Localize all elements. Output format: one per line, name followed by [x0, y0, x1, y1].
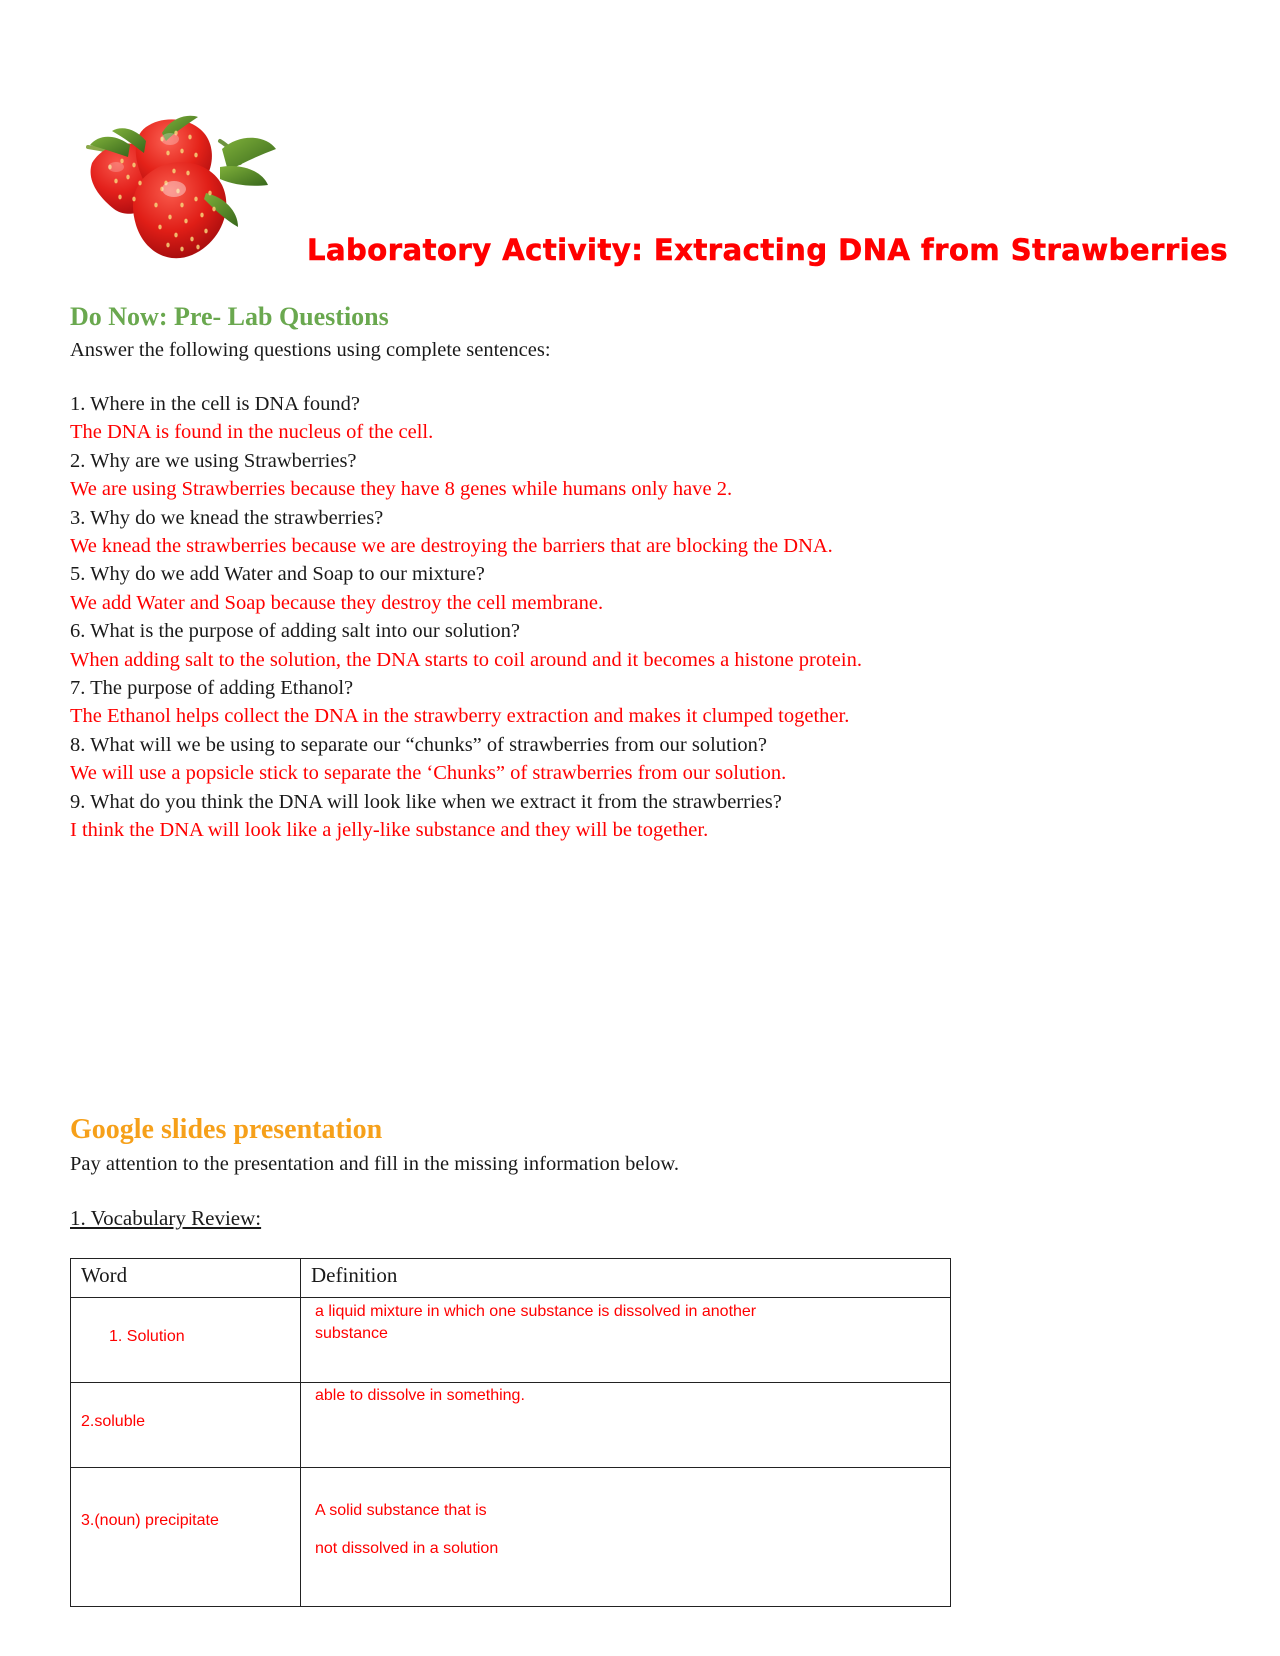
definition-line: able to dissolve in something. [315, 1387, 525, 1404]
page-title: Laboratory Activity: Extracting DNA from Strawberries [307, 233, 1229, 267]
slides-instruction: Pay attention to the presentation and fill in the missing information below. [70, 1153, 680, 1175]
answer-text: The Ethanol helps collect the DNA in the strawberry extraction and makes it clumped together. [70, 705, 850, 728]
cell-definition [301, 1298, 951, 1383]
column-header-definition: Definition [301, 1259, 951, 1298]
cell-word: 2.soluble [71, 1383, 301, 1468]
answer-text: We add Water and Soap because they destroy the cell membrane. [70, 591, 604, 614]
cell-definition [301, 1383, 951, 1468]
table-header-row [71, 1259, 951, 1298]
table-row [71, 1468, 951, 1607]
cell-word: 1. Solution [71, 1298, 301, 1383]
answer-text: We knead the strawberries because we are destroying the barriers that are blocking the DNA. [70, 535, 833, 558]
question-text: 1. Where in the cell is DNA found? [70, 393, 360, 415]
answer-text: We are using Strawberries because they have 8 genes while humans only have 2. [70, 478, 733, 501]
answer-text: I think the DNA will look like a jelly-like substance and they will be together. [70, 819, 709, 842]
prelab-question-list [70, 390, 1160, 845]
question-text: 5. Why do we add Water and Soap to our mixture? [70, 563, 485, 586]
definition-line: substance [315, 1325, 388, 1342]
answer-text: We will use a popsicle stick to separate the ‘Chunks” of strawberries from our solution. [70, 762, 787, 785]
definition-line: A solid substance that is [315, 1502, 487, 1519]
table-row [71, 1298, 951, 1383]
prelab-heading: Do Now: Pre- Lab Questions [70, 302, 389, 331]
definition-line: a liquid mixture in which one substance is dissolved in another [315, 1303, 757, 1320]
prelab-instruction: Answer the following questions using complete sentences: [70, 339, 551, 361]
question-text: 7. The purpose of adding Ethanol? [70, 677, 354, 700]
cell-word: 3.(noun) precipitate [71, 1468, 301, 1607]
answer-text: When adding salt to the solution, the DNA starts to coil around and it becomes a histone protein. [70, 648, 862, 671]
strawberries-photo-icon [70, 105, 315, 270]
vocabulary-review-label: 1. Vocabulary Review: [70, 1206, 262, 1230]
question-text: 3. Why do we knead the strawberries? [70, 506, 384, 529]
question-text: 8. What will we be using to separate our “chunks” of strawberries from our solution? [70, 733, 767, 756]
cell-definition [301, 1468, 951, 1607]
vocabulary-table [70, 1258, 951, 1607]
question-text: 9. What do you think the DNA will look like when we extract it from the strawberries? [70, 790, 782, 813]
document-header [70, 105, 1229, 280]
question-text: 6. What is the purpose of adding salt into our solution? [70, 620, 520, 643]
table-row [71, 1383, 951, 1468]
definition-line: not dissolved in a solution [315, 1540, 499, 1557]
slides-heading: Google slides presentation [70, 1114, 383, 1145]
answer-text: The DNA is found in the nucleus of the cell. [70, 421, 434, 444]
question-text: 2. Why are we using Strawberries? [70, 449, 357, 472]
column-header-word: Word [71, 1259, 301, 1298]
